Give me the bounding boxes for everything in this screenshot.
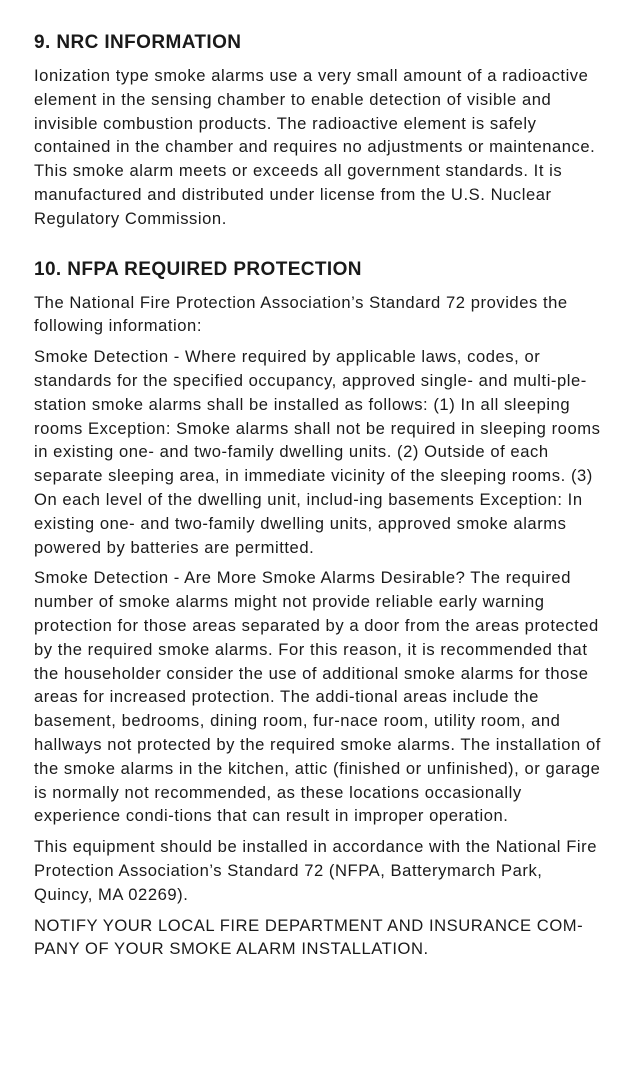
paragraph: Ionization type smoke alarms use a very small amount of a radioactive element in the sensing chamber to enable detection of visible and invisible combustion products. The radioactive element is safely contained in the chamber and requires no adjustments or maintenance. This smoke alarm meets or exceeds all government standards. It is manufactured and distributed under license from the U.S. Nuclear Regulatory Commission.: [34, 66, 596, 228]
paragraph: Smoke Detection - Are More Smoke Alarms Desirable? The required number of smoke alarms might not provide reliable early warning protection for those areas separated by a door from the areas protected by the required smoke alarms. For this reason, it is recommended that the householder consider the use of additional smoke alarms for those areas for increased protection. The addi-tional areas include the basement, bedrooms, dining room, fur-nace room, utility room, and hallways not protected by the required smoke alarms. The installation of the smoke alarms in the kitchen, attic (finished or unfinished), or garage is normally not recommended, as these locations occasionally experience condi-tions that can result in improper operation.: [34, 568, 601, 826]
section-nrc-information: [34, 30, 606, 231]
section-heading: 9. NRC INFORMATION: [34, 32, 242, 53]
paragraph: NOTIFY YOUR LOCAL FIRE DEPARTMENT AND INSURANCE COM-PANY OF YOUR SMOKE ALARM INSTALLATION.: [34, 915, 584, 959]
section-heading: 10. NFPA REQUIRED PROTECTION: [34, 258, 362, 280]
paragraph: Smoke Detection - Where required by applicable laws, codes, or standards for the specified occupancy, approved single- and multi-ple-station smoke alarms shall be installed as follows: (1) In all sleeping rooms Exception: Smoke alarms shall not be required in sleeping rooms in existing one- and two-family dwelling units. (2) Outside of each separate sleeping area, in immediate vicinity of the sleeping rooms. (3) On each level of the dwelling unit, includ-ing basements Exception: In existing one- and two-family dwelling units, approved smoke alarms powered by batteries are permitted.: [34, 347, 601, 557]
section-nfpa-required-protection: [34, 257, 606, 962]
paragraph: The National Fire Protection Association’s Standard 72 provides the following information:: [34, 292, 568, 336]
paragraph: This equipment should be installed in accordance with the National Fire Protection Association’s Standard 72 (NFPA, Batterymarch Park, Quincy, MA 02269).: [34, 837, 597, 904]
document-page: [34, 30, 606, 987]
